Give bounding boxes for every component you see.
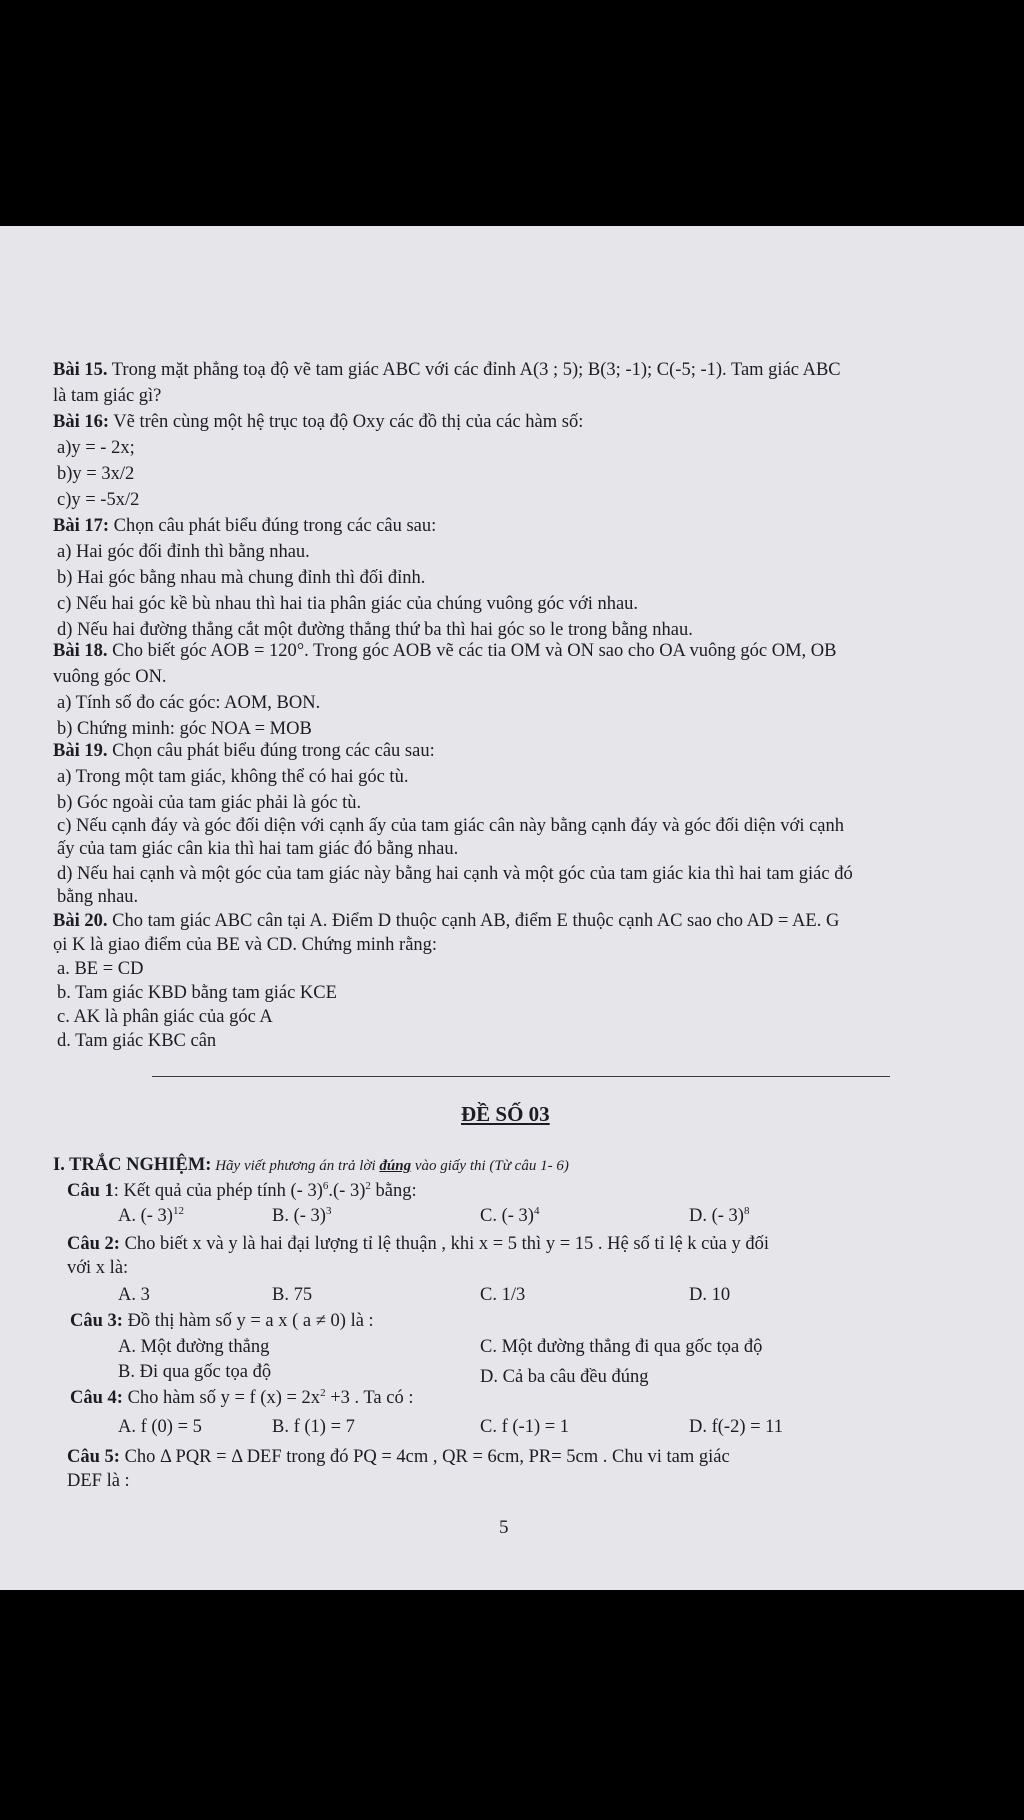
exam-title: ĐỀ SỐ 03 — [461, 1102, 550, 1126]
bai19-heading: Bài 19. Chọn câu phát biểu đúng trong các câu sau: — [53, 741, 435, 761]
bai19-d-line1: d) Nếu hai cạnh và một góc của tam giác này bằng hai cạnh và một góc của tam giác kia thì hai tam giác đó — [57, 864, 853, 884]
cau2-option-b: B. 75 — [272, 1285, 313, 1305]
cau4-option-b: B. f (1) = 7 — [272, 1417, 355, 1437]
bai16-b: b)y = 3x/2 — [57, 464, 135, 484]
bai18-heading: Bài 18. Cho biết góc AOB = 120°. Trong góc AOB vẽ các tia OM và ON sao cho OA vuông góc OM, OB — [53, 641, 837, 661]
cau2-option-d: D. 10 — [689, 1285, 731, 1305]
bai19-c-line2: ấy của tam giác cân kia thì hai tam giác đó bằng nhau. — [57, 839, 459, 859]
section-divider — [152, 1076, 890, 1077]
cau1-option-b: B. (- 3)$^3$ — [272, 1205, 332, 1226]
cau4-question: Câu 4: Cho hàm số y = f $(x) = 2x^2 +3$ . Ta có : — [70, 1387, 414, 1408]
cau5-question: Câu 5: Cho Δ PQR = Δ DEF trong đó PQ = 4cm , QR = 6cm, PR= 5cm . Chu vi tam giác — [67, 1447, 730, 1467]
bai20-b: b. Tam giác KBD bằng tam giác KCE — [57, 983, 337, 1003]
cau3-option-b: B. Đi qua gốc tọa độ — [118, 1362, 272, 1382]
bai18-line2: vuông góc ON. — [53, 667, 167, 687]
bai17-d: d) Nếu hai đường thẳng cắt một đường thẳng thứ ba thì hai góc so le trong bằng nhau. — [57, 620, 693, 640]
bai20-c: c. AK là phân giác của góc A — [57, 1007, 273, 1027]
cau1-option-d: D. (- 3)$^8$ — [689, 1205, 750, 1226]
cau1-option-a: A. (- 3)$^{12}$ — [118, 1205, 184, 1226]
cau2-option-c: C. 1/3 — [480, 1285, 526, 1305]
bai19-c-line1: c) Nếu cạnh đáy và góc đối diện với cạnh ấy của tam giác cân này bằng cạnh đáy và góc đối diện với cạnh — [57, 816, 845, 836]
bai20-d: d. Tam giác KBC cân — [57, 1031, 217, 1051]
bai17-heading: Bài 17: Chọn câu phát biểu đúng trong các câu sau: — [53, 516, 437, 536]
cau1-question: Câu 1: Kết quả của phép tính (- 3)$^6$.(- 3)$^2$ bằng: — [67, 1180, 417, 1201]
bai16-a: a)y = - 2x; — [57, 438, 135, 458]
bai17-a: a) Hai góc đối đỉnh thì bằng nhau. — [57, 542, 310, 562]
bai15-line1: Bài 15. Trong mặt phẳng toạ độ vẽ tam giác ABC với các đỉnh A(3 ; 5); B(3; -1); C(-5; -1). Tam giác ABC — [53, 360, 841, 380]
bai20-heading: Bài 20. Cho tam giác ABC cân tại A. Điểm D thuộc cạnh AB, điểm E thuộc cạnh AC sao cho AD = AE. G — [53, 911, 840, 931]
bai16-c: c)y = -5x/2 — [57, 490, 140, 510]
cau3-question: Câu 3: Đồ thị hàm số y = a x ( a ≠ 0) là : — [70, 1311, 374, 1331]
bai18-a: a) Tính số đo các góc: AOM, BON. — [57, 693, 321, 713]
cau3-option-d: D. Cả ba câu đều đúng — [480, 1367, 649, 1387]
bai20-line2: ọi K là giao điểm của BE và CD. Chứng minh rằng: — [53, 935, 438, 955]
cau3-option-c: C. Một đường thẳng đi qua gốc tọa độ — [480, 1337, 763, 1357]
cau3-option-a: A. Một đường thẳng — [118, 1337, 270, 1357]
cau1-option-c: C. (- 3)$^4$ — [480, 1205, 540, 1226]
part1-heading: I. TRẮC NGHIỆM: Hãy viết phương án trả lời đúng vào giấy thi (Từ câu 1- 6) — [53, 1155, 569, 1175]
cau2-question: Câu 2: Cho biết x và y là hai đại lượng tỉ lệ thuận , khi x = 5 thì y = 15 . Hệ số tỉ lệ k của y đối — [67, 1234, 769, 1254]
bai19-b: b) Góc ngoài của tam giác phải là góc tù. — [57, 793, 362, 813]
page-number: 5 — [499, 1517, 509, 1538]
cau2-option-a: A. 3 — [118, 1285, 150, 1305]
bai18-b: b) Chứng minh: góc NOA = MOB — [57, 719, 312, 739]
bai17-c: c) Nếu hai góc kề bù nhau thì hai tia phân giác của chúng vuông góc với nhau. — [57, 594, 639, 614]
cau4-option-c: C. f (-1) = 1 — [480, 1417, 570, 1437]
cau4-option-d: D. f(-2) = 11 — [689, 1417, 783, 1437]
cau5-line2: DEF là : — [67, 1471, 130, 1491]
cau4-option-a: A. f (0) = 5 — [118, 1417, 202, 1437]
bai16-heading: Bài 16: Vẽ trên cùng một hệ trục toạ độ Oxy các đồ thị của các hàm số: — [53, 412, 584, 432]
cau2-line2: với x là: — [67, 1258, 129, 1278]
bai20-a: a. BE = CD — [57, 959, 144, 979]
bai19-a: a) Trong một tam giác, không thể có hai góc tù. — [57, 767, 409, 787]
bai15-line2: là tam giác gì? — [53, 386, 162, 406]
bai19-d-line2: bằng nhau. — [57, 887, 139, 907]
bai17-b: b) Hai góc bằng nhau mà chung đỉnh thì đối đỉnh. — [57, 568, 426, 588]
